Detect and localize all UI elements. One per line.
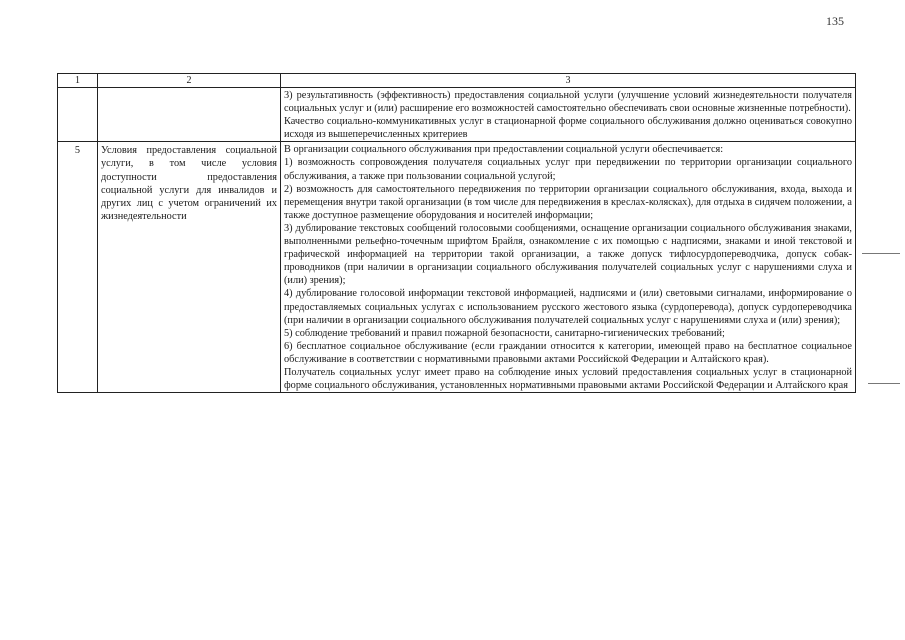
paragraph: В организации социального обслуживания при предоставлении социальной услуги обеспечивается: (284, 144, 724, 156)
row-number-cell: 5 (58, 142, 98, 393)
paragraph: 3) дублирование текстовых сообщений голосовыми сообщениями, оснащение организации социального обслуживания знаками, выполненными рельефно-точечным шрифтом Брайля, ознакомление с их помощью с надписями, знаками и иной текстовой и графической информацией на территории такой организации, а также допуск тифлосурдопереводчика, допуск собак-проводников (при наличии в организации социального обслуживания получателей социальных услуг с нарушениями слуха и (или) зрения); (284, 222, 852, 287)
row-content-cell (281, 88, 856, 142)
table-header-row (58, 74, 856, 88)
services-table (57, 73, 856, 393)
row-title-cell: Условия предоставления социальной услуги, в том числе условия доступности предоставления социальной услуги для инвалидов и других лиц с учетом ограничений их жизнедеятельности (98, 142, 281, 393)
paragraph: Получатель социальных услуг имеет право на соблюдение иных условий предоставления социальных услуг в стационарной форме социального обслуживания, установленных нормативными правовыми актами Российской Федерации и Алтайского края (284, 366, 852, 392)
header-cell-1: 1 (58, 74, 98, 88)
paragraph: 3) результативность (эффективность) предоставления социальной услуги (улучшение условий жизнедеятельности получателя социальных услуг и (или) расширение его возможностей самостоятельно обеспечивать свои основные жизненные потребности). (284, 90, 852, 115)
page-number: 135 (826, 14, 844, 28)
paragraph: 1) возможность сопровождения получателя социальных услуг при передвижении по территории организации социального обслуживания, а также при пользовании социальной услугой; (284, 157, 852, 182)
table-row-continuation (58, 88, 856, 142)
paragraph: 4) дублирование голосовой информации текстовой информацией, надписями и (или) световыми сигналами, информирование о предоставляемых социальных услугах с использованием русского жестового языка (сурдоперевода), допуск сурдопереводчика (при наличии в организации социального обслуживания получателей социальных услуг с нарушениями слуха и (или) зрения); (284, 288, 852, 326)
table-row-5 (58, 142, 856, 393)
row-content-cell (281, 142, 856, 393)
paragraph: 5) соблюдение требований и правил пожарной безопасности, санитарно-гигиенических требований; (284, 327, 725, 339)
paragraph: 6) бесплатное социальное обслуживание (если граждании относится к категории, имеющей право на бесплатное социальное обслуживание в соответствии с нормативными правовыми актами Российской Федерации и Алтайского края). (284, 340, 852, 365)
paragraph: Качество социально-коммуникативных услуг в стационарной форме социального обслуживания должно оцениваться совокупно исходя из вышеперечисленных критериев (284, 116, 852, 141)
row-number-cell (58, 88, 98, 142)
header-cell-3: 3 (281, 74, 856, 88)
scan-artifact-line (862, 253, 900, 254)
header-cell-2: 2 (98, 74, 281, 88)
scan-artifact-line (868, 383, 900, 384)
row-title-cell (98, 88, 281, 142)
paragraph: 2) возможность для самостоятельного передвижения по территории организации социального обслуживания, входа, выхода и перемещения внутри такой организации (в том числе для передвижения в креслах-колясках), для отдыха в сидячем положении, а также доступное размещение оборудования и носителей информации; (284, 183, 852, 221)
